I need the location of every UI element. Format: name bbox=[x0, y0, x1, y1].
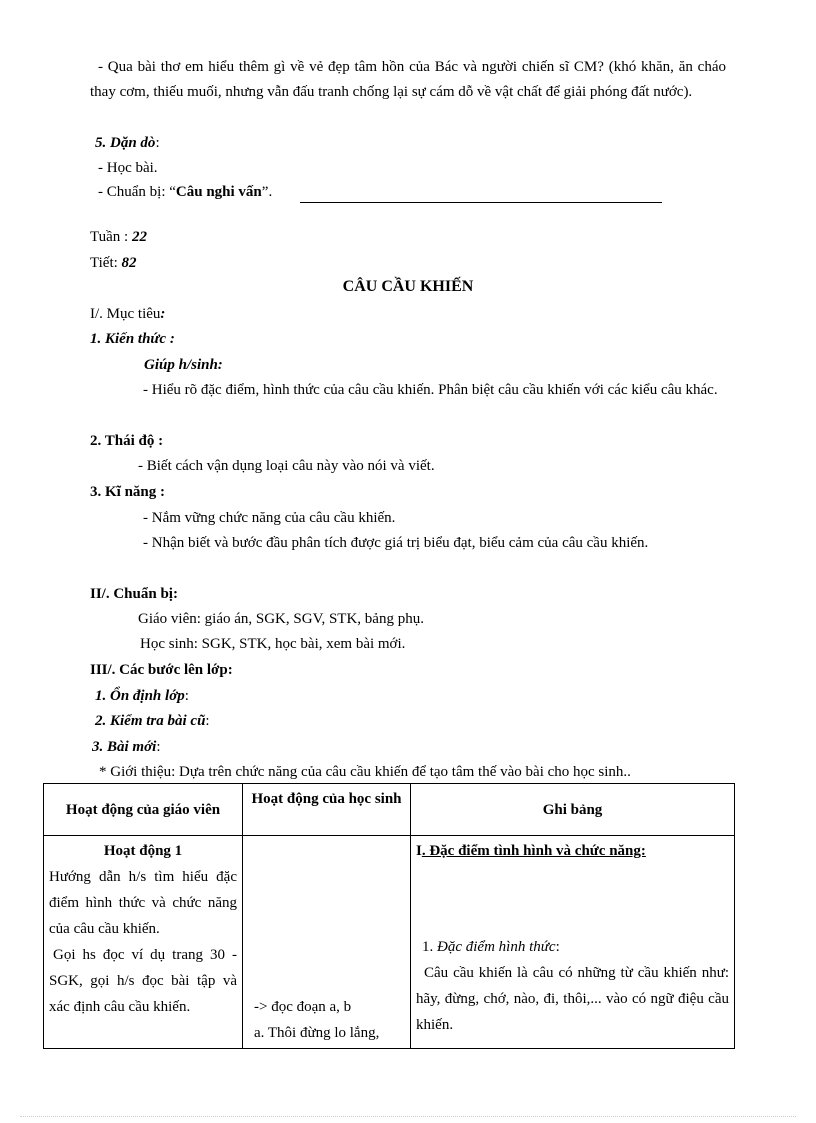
header-teacher-activity: Hoạt động của giáo viên bbox=[44, 784, 243, 836]
help-students-label: Giúp h/sinh: bbox=[144, 357, 223, 373]
teacher-activity-cell bbox=[44, 836, 243, 1049]
homework-item-study: - Học bài. bbox=[98, 160, 158, 176]
board-subheading-colon: : bbox=[555, 939, 560, 955]
activity-1-title: Hoạt động 1 bbox=[103, 843, 183, 859]
board-heading-text: . Đặc điểm tình hình và chức năng: bbox=[421, 843, 646, 859]
board-subheading-number: 1. bbox=[422, 939, 437, 955]
review-question: - Qua bài thơ em hiểu thêm gì về vẻ đẹp tâm hồn của Bác và người chiến sĩ CM? (khó khăn, ăn cháo thay cơm, thiếu muối, nhưng vẫn đấu tranh chống lại sự cám dỗ về vật chất để giải phóng đất nước). bbox=[90, 59, 726, 100]
header-board-notes: Ghi bảng bbox=[411, 784, 735, 836]
lesson-introduction: * Giới thiệu: Dựa trên chức năng của câu cầu khiến để tạo tâm thế vào bài cho học sinh.. bbox=[99, 764, 631, 780]
header-student-activity: Hoạt động của học sinh bbox=[243, 784, 411, 836]
attitude-text: - Biết cách vận dụng loại câu này vào nói và viết. bbox=[138, 458, 435, 474]
week-label: Tuần : bbox=[90, 229, 132, 245]
objectives-heading bbox=[90, 304, 165, 324]
section-divider bbox=[300, 202, 662, 203]
board-section-heading bbox=[416, 838, 729, 864]
step-2-text: 2. Kiểm tra bài cũ bbox=[95, 713, 206, 729]
table-header-row bbox=[44, 784, 735, 836]
prepare-suffix: ”. bbox=[261, 184, 273, 200]
step-2 bbox=[95, 711, 210, 731]
section-5-title: 5. Dặn dò bbox=[95, 135, 156, 151]
step-1 bbox=[95, 686, 189, 706]
step-1-colon: : bbox=[184, 688, 189, 704]
student-activity-answer: a. Thôi đừng lo lắng, bbox=[254, 1025, 380, 1041]
objectives-heading-text: I/. Mục tiêu bbox=[90, 306, 161, 322]
teacher-materials: Giáo viên: giáo án, SGK, SGV, STK, bảng phụ. bbox=[138, 611, 424, 627]
section-5-colon: : bbox=[155, 135, 160, 151]
lesson-activity-table bbox=[43, 783, 735, 1049]
board-heading-number: I bbox=[416, 843, 422, 859]
week-value: 22 bbox=[131, 229, 147, 245]
step-3-colon: : bbox=[156, 739, 161, 755]
steps-heading: III/. Các bước lên lớp: bbox=[90, 662, 233, 678]
board-notes-cell bbox=[411, 836, 735, 1049]
skills-heading: 3. Kĩ năng : bbox=[90, 484, 166, 500]
preparation-heading: II/. Chuẩn bị: bbox=[90, 586, 178, 602]
week-line bbox=[90, 227, 147, 247]
objectives-heading-colon: : bbox=[160, 306, 166, 322]
section-5-heading bbox=[95, 133, 160, 153]
table-row bbox=[44, 836, 735, 1049]
next-lesson-title: Câu nghi vấn bbox=[175, 184, 262, 200]
lesson-label: Tiết: bbox=[90, 255, 122, 271]
teacher-instruction-2: Gọi hs đọc ví dụ trang 30 - SGK, gọi h/s đọc bài tập và xác định câu cầu khiến. bbox=[49, 947, 237, 1015]
step-2-colon: : bbox=[205, 713, 210, 729]
attitude-heading: 2. Thái độ : bbox=[90, 433, 164, 449]
knowledge-text: - Hiểu rõ đặc điểm, hình thức của câu cầu khiến. Phân biệt câu cầu khiến với các kiểu câu khác. bbox=[143, 382, 718, 398]
step-3-text: 3. Bài mới bbox=[92, 739, 157, 755]
board-cell-spacer bbox=[416, 864, 729, 934]
knowledge-heading: 1. Kiến thức : bbox=[90, 331, 175, 347]
lesson-value: 82 bbox=[121, 255, 137, 271]
student-cell-spacer bbox=[248, 838, 405, 994]
prepare-prefix: - Chuẩn bị: “ bbox=[98, 184, 176, 200]
board-subheading-text: Đặc điểm hình thức bbox=[437, 939, 556, 955]
homework-item-prepare bbox=[98, 182, 272, 202]
lesson-line bbox=[90, 253, 137, 273]
skills-text-2: - Nhận biết và bước đầu phân tích được giá trị biểu đạt, biểu cảm của câu cầu khiến. bbox=[143, 535, 649, 551]
page-bottom-border bbox=[20, 1116, 796, 1117]
page-title: CÂU CẦU KHIẾN bbox=[342, 278, 474, 295]
skills-text-1: - Nắm vững chức năng của câu cầu khiến. bbox=[143, 510, 396, 526]
student-activity-read: -> đọc đoạn a, b bbox=[254, 999, 352, 1015]
student-activity-cell bbox=[243, 836, 411, 1049]
board-definition: Câu cầu khiến là câu có những từ cầu khiến như: hãy, đừng, chớ, nào, đi, thôi,... vào có ngữ điệu cầu khiến. bbox=[416, 965, 729, 1033]
student-materials: Học sinh: SGK, STK, học bài, xem bài mới. bbox=[140, 636, 406, 652]
board-subheading bbox=[416, 934, 729, 960]
step-1-text: 1. Ổn định lớp bbox=[95, 688, 185, 704]
teacher-instruction-1: Hướng dẫn h/s tìm hiểu đặc điểm hình thức và chức năng của câu cầu khiến. bbox=[49, 869, 237, 937]
step-3 bbox=[92, 737, 160, 757]
